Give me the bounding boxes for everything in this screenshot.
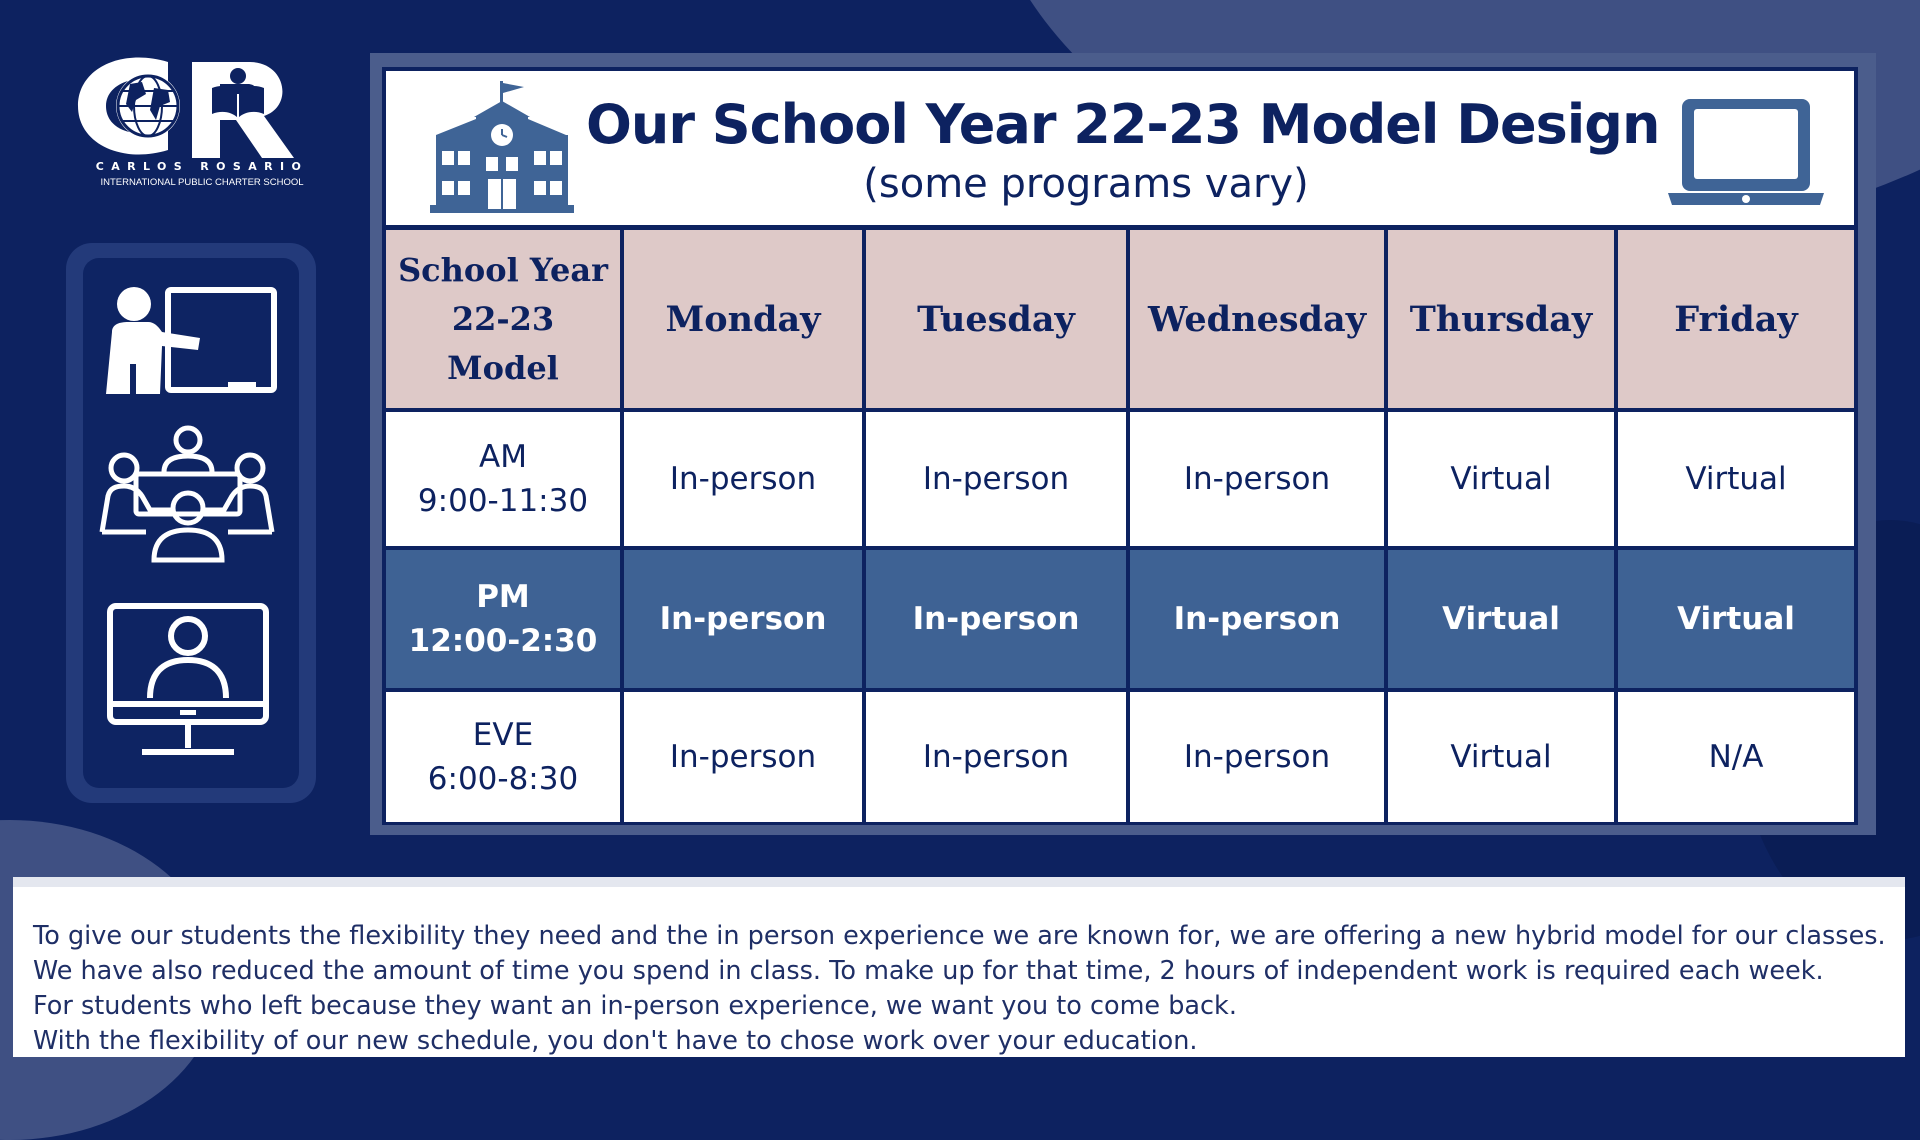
schedule-table — [386, 230, 1854, 820]
note-line-1: To give our students the flexibility they need and the in person experience we are known for, we are offering a new hybrid model for our classes. — [33, 921, 1886, 951]
logo-school-subtitle: INTERNATIONAL PUBLIC CHARTER SCHOOL — [100, 177, 304, 188]
row-label-eve — [386, 692, 620, 822]
cr-monogram-logo — [72, 54, 312, 162]
header-thursday: Thursday — [1388, 230, 1614, 408]
table-cell: In-person — [624, 550, 862, 688]
logo-school-name: CARLOS ROSARIO — [95, 160, 309, 173]
table-cell: In-person — [866, 550, 1126, 688]
header-tuesday: Tuesday — [866, 230, 1126, 408]
corner-line-2: 22-23 — [451, 299, 555, 338]
table-cell: Virtual — [1388, 550, 1614, 688]
table-cell: In-person — [1130, 692, 1384, 822]
table-corner-header — [386, 230, 620, 408]
school-building-icon — [426, 79, 576, 215]
laptop-icon — [1666, 95, 1826, 209]
note-line-2: We have also reduced the amount of time you spend in class. To make up for that time, 2 hours of independent work is required each week. — [33, 956, 1824, 986]
table-cell: In-person — [1130, 550, 1384, 688]
row-time-am: 9:00-11:30 — [417, 483, 589, 519]
row-label-pm — [386, 550, 620, 688]
title-banner — [386, 71, 1854, 225]
page-title: Our School Year 22-23 Model Design — [586, 93, 1660, 156]
info-note — [13, 877, 1905, 1057]
row-label-am — [386, 412, 620, 546]
table-cell: Virtual — [1388, 692, 1614, 822]
note-line-3: For students who left because they want an in-person experience, we want you to come back. — [33, 991, 1237, 1021]
teacher-whiteboard-icon — [96, 284, 282, 400]
note-line-4: With the flexibility of our new schedule, you don't have to chose work over your education. — [33, 1026, 1198, 1056]
table-cell: In-person — [866, 692, 1126, 822]
header-wednesday: Wednesday — [1130, 230, 1384, 408]
row-session-pm: PM — [476, 579, 530, 615]
row-time-eve: 6:00-8:30 — [427, 761, 579, 797]
header-monday: Monday — [624, 230, 862, 408]
corner-line-3: Model — [447, 348, 559, 387]
row-session-eve: EVE — [472, 717, 534, 753]
table-cell: In-person — [624, 412, 862, 546]
row-session-am: AM — [479, 439, 527, 475]
table-cell: Virtual — [1388, 412, 1614, 546]
table-cell: Virtual — [1618, 412, 1854, 546]
header-friday: Friday — [1618, 230, 1854, 408]
table-cell: In-person — [866, 412, 1126, 546]
online-learning-icon — [104, 600, 274, 766]
corner-line-1: School Year — [398, 250, 608, 289]
table-cell: In-person — [624, 692, 862, 822]
group-meeting-icon — [96, 424, 282, 564]
page-subtitle: (some programs vary) — [863, 161, 1309, 207]
table-cell: Virtual — [1618, 550, 1854, 688]
table-cell: In-person — [1130, 412, 1384, 546]
row-time-pm: 12:00-2:30 — [408, 623, 598, 659]
school-logo — [72, 54, 312, 194]
table-cell: N/A — [1618, 692, 1854, 822]
